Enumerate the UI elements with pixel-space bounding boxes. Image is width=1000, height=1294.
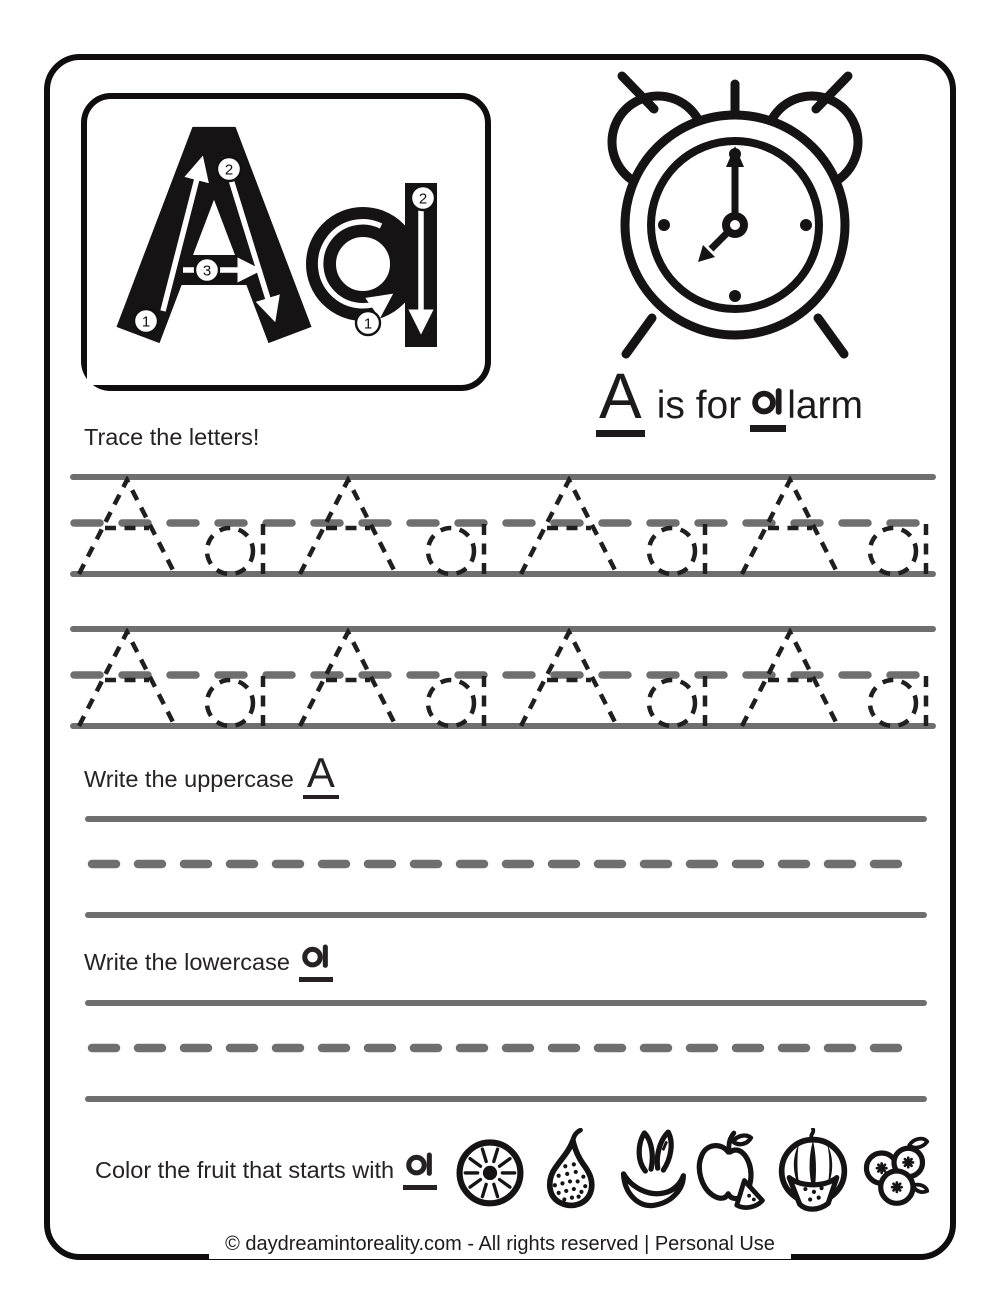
alarm-caption: [596, 360, 864, 437]
write-lowercase-label: [84, 938, 333, 982]
write-uppercase-text: Write the uppercase: [84, 766, 294, 792]
blueberries-icon[interactable]: [856, 1128, 932, 1214]
trace-letter-a: [868, 672, 934, 729]
trace-letter-a: [205, 520, 271, 577]
apple-icon[interactable]: [694, 1128, 770, 1214]
letter-example-card: [81, 93, 491, 391]
alarm-clock-icon: [592, 62, 882, 362]
stroke-number: 2: [224, 161, 234, 179]
trace-letter-a: [426, 520, 492, 577]
writing-line-solid: [85, 1000, 927, 1006]
trace-letter-A: [72, 628, 182, 729]
trace-letter-A: [514, 628, 624, 729]
write-lowercase-letter: [299, 938, 333, 982]
trace-letter-a: [868, 520, 934, 577]
pear-icon[interactable]: [533, 1128, 609, 1214]
color-fruit-label: [95, 1146, 437, 1190]
trace-letter-A: [514, 476, 624, 577]
caption-link-text: is for: [656, 384, 742, 427]
letter-stroke-guide: [87, 99, 485, 385]
writing-line-solid: [85, 1096, 927, 1102]
write-uppercase-label: [84, 749, 339, 799]
writing-line-solid: [85, 816, 927, 822]
fruit-options-row: [452, 1124, 932, 1218]
caption-capital-letter: A: [596, 364, 645, 437]
trace-letter-A: [735, 628, 845, 729]
trace-row-1: [70, 472, 936, 578]
writing-line-solid: [85, 912, 927, 918]
trace-letter-a: [426, 672, 492, 729]
trace-letter-A: [293, 476, 403, 577]
trace-letters-row: [72, 624, 934, 730]
trace-letter-A: [293, 628, 403, 729]
color-fruit-text: Color the fruit that starts with: [95, 1157, 395, 1183]
write-lowercase-text: Write the lowercase: [84, 949, 290, 975]
trace-letters-row: [72, 472, 934, 578]
kiwi-icon[interactable]: [452, 1128, 528, 1214]
trace-row-2: [70, 624, 936, 730]
footer-text: © daydreamintoreality.com - All rights reserved | Personal Use: [209, 1229, 791, 1259]
footer: [0, 1229, 1000, 1259]
watermelon-icon[interactable]: [775, 1128, 851, 1214]
trace-letter-A: [72, 476, 182, 577]
stroke-number: 3: [202, 262, 212, 280]
trace-letter-A: [735, 476, 845, 577]
trace-letter-a: [647, 520, 713, 577]
writing-line-dashed: [85, 1041, 927, 1055]
stroke-number: 1: [363, 315, 373, 333]
banana-icon[interactable]: [614, 1128, 690, 1214]
stroke-number: 2: [418, 190, 428, 208]
stroke-number: 1: [141, 313, 151, 331]
caption-word-rest: larm: [787, 384, 864, 427]
color-fruit-letter: [403, 1146, 437, 1190]
trace-letter-a: [647, 672, 713, 729]
writing-line-dashed: [85, 857, 927, 871]
caption-initial-letter: [750, 380, 786, 432]
write-uppercase-letter: A: [303, 752, 339, 799]
trace-section-title: Trace the letters!: [84, 424, 260, 450]
trace-letter-a: [205, 672, 271, 729]
